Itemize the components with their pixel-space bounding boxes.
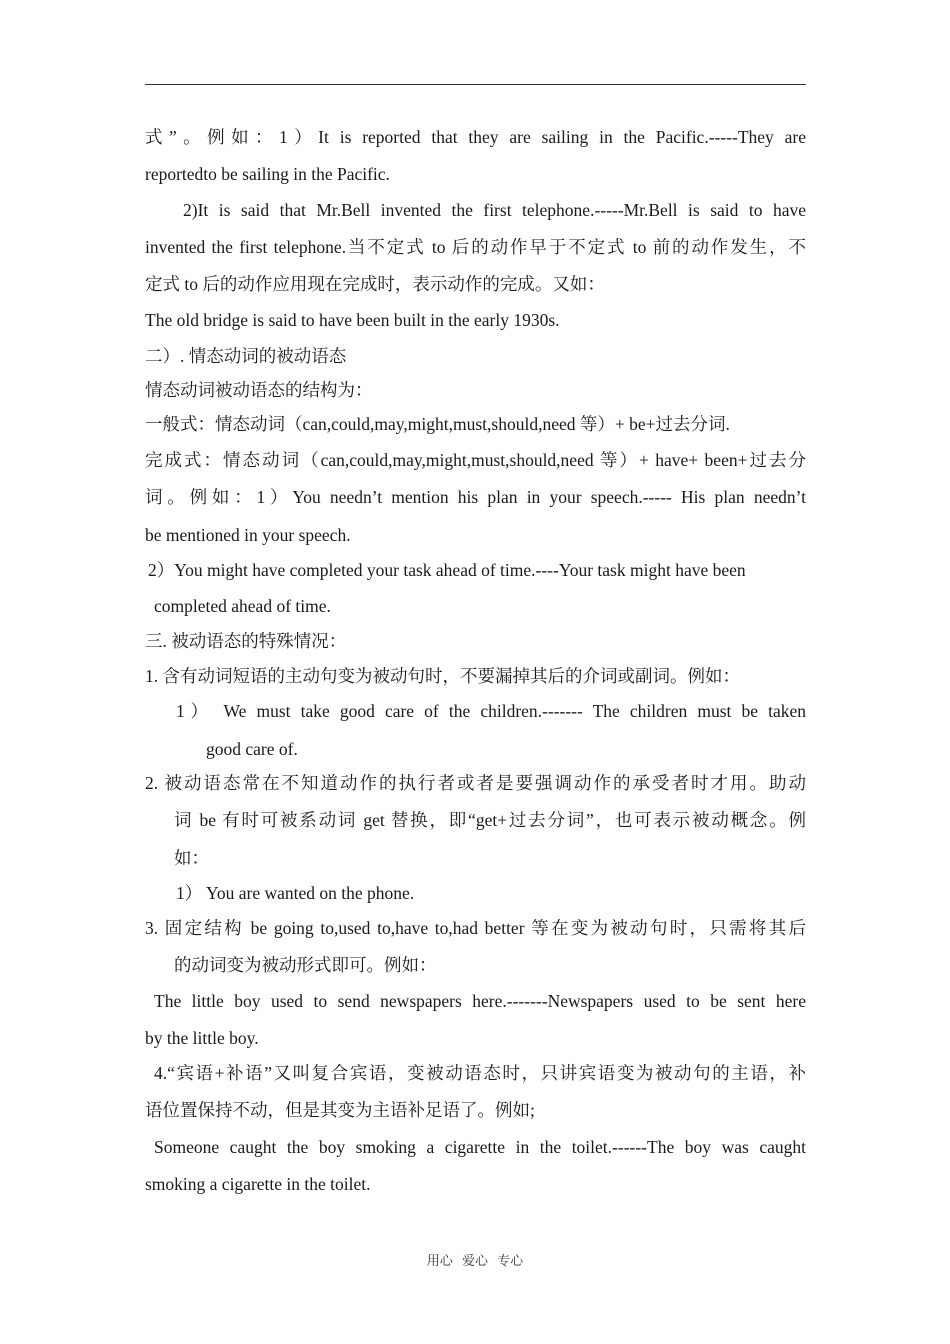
list-item: 1. 含有动词短语的主动句变为被动句时，不要漏掉其后的介词或副词。例如： <box>145 666 740 686</box>
text-line: Someone caught the boy smoking a cigarette in the toilet.------The boy was caught <box>154 1137 806 1157</box>
text-line: 情态动词被动语态的结构为： <box>145 380 373 400</box>
text-line: good care of. <box>206 739 298 759</box>
text-line: 2）You might have completed your task ahead of time.----Your task might have been <box>148 560 746 580</box>
text-line: 的动词变为被动形式即可。例如： <box>174 955 437 975</box>
text-line: 一般式：情态动词（can,could,may,might,must,should,need 等）+ be+过去分词. <box>145 414 730 434</box>
text-line: by the little boy. <box>145 1028 259 1048</box>
text-line: 词 be 有时可被系动词 get 替换，即“get+过去分词”，也可表示被动概念。例 <box>174 810 806 830</box>
list-item: 4.“宾语+补语”又叫复合宾语，变被动语态时，只讲宾语变为被动句的主语，补 <box>154 1063 806 1083</box>
text-line: 完成式：情态动词（can,could,may,might,must,should,need 等）+ have+ been+过去分 <box>145 450 806 470</box>
page-footer: 用心 爱心 专心 <box>426 1253 524 1268</box>
section-heading: 二）. 情态动词的被动语态 <box>145 346 347 366</box>
sub-list-item: 1） You are wanted on the phone. <box>176 883 415 903</box>
text-line: invented the first telephone.当不定式 to 后的动作早于不定式 to 前的动作发生，不 <box>145 237 806 257</box>
text-line: 语位置保持不动，但是其变为主语补足语了。例如; <box>145 1100 535 1120</box>
text-line: 式”。例如：1）It is reported that they are sailing in the Pacific.-----They are <box>145 127 806 147</box>
list-item: 3. 固定结构 be going to,used to,have to,had better 等在变为被动句时，只需将其后 <box>145 918 806 938</box>
text-line: completed ahead of time. <box>154 596 331 616</box>
text-line: The old bridge is said to have been built in the early 1930s. <box>145 310 560 330</box>
text-line: reportedto be sailing in the Pacific. <box>145 164 390 184</box>
section-heading: 三. 被动语态的特殊情况： <box>145 631 347 651</box>
text-line: smoking a cigarette in the toilet. <box>145 1174 371 1194</box>
text-line: 2)It is said that Mr.Bell invented the first telephone.-----Mr.Bell is said to have <box>183 200 806 220</box>
list-item: 2. 被动语态常在不知道动作的执行者或者是要强调动作的承受者时才用。助动 <box>145 773 806 793</box>
text-line: 词。例如：1）You needn’t mention his plan in your speech.----- His plan needn’t <box>145 487 806 507</box>
header-rule <box>145 84 806 85</box>
text-line: be mentioned in your speech. <box>145 525 351 545</box>
text-line: The little boy used to send newspapers here.-------Newspapers used to be sent here <box>154 991 806 1011</box>
sub-list-item: 1） We must take good care of the children.------- The children must be taken <box>176 701 806 721</box>
text-line: 定式 to 后的动作应用现在完成时，表示动作的完成。又如： <box>145 274 605 294</box>
text-line: 如： <box>174 848 209 868</box>
